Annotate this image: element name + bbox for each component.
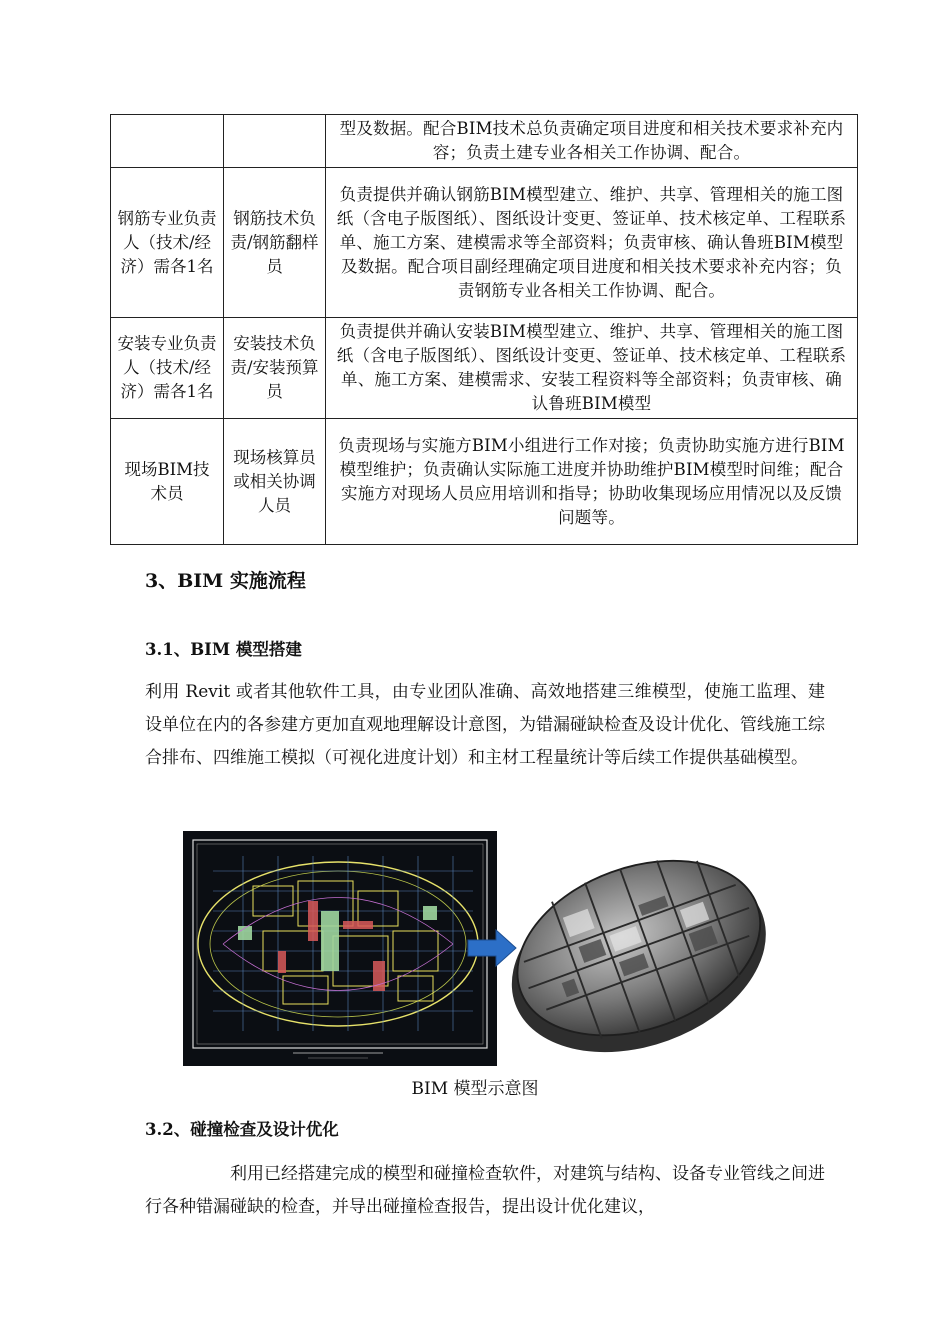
role-cell: 钢筋专业负责人（技术/经济）需各1名 <box>111 168 224 318</box>
position-cell <box>224 115 326 168</box>
position-cell: 安装技术负责/安装预算员 <box>224 318 326 419</box>
table-row <box>111 419 858 545</box>
section-heading: 3、BIM 实施流程 <box>145 570 306 592</box>
cad-drawing-image <box>183 831 497 1066</box>
body-paragraph: 利用已经搭建完成的模型和碰撞检查软件，对建筑与结构、设备专业管线之间进行各种错漏碰缺的检查，并导出碰撞检查报告，提出设计优化建议， <box>145 1164 825 1217</box>
duties-cell: 负责提供并确认钢筋BIM模型建立、维护、共享、管理相关的施工图纸（含电子版图纸）、图纸设计变更、签证单、技术核定单、工程联系单、施工方案、建模需求等全部资料；负责审核、确认鲁班BIM模型及数据。配合项目副经理确定项目进度和相关技术要求补充内容；负责钢筋专业各相关工作协调、配合。 <box>326 168 858 318</box>
duties-cell: 负责提供并确认安装BIM模型建立、维护、共享、管理相关的施工图纸（含电子版图纸）、图纸设计变更、签证单、技术核定单、工程联系单、施工方案、建模需求、安装工程资料等全部资料；负责审核、确认鲁班BIM模型 <box>326 318 858 419</box>
role-cell: 现场BIM技术员 <box>111 419 224 545</box>
3d-model-image <box>498 830 774 1068</box>
table-row <box>111 115 858 168</box>
bim-model-figure <box>180 830 774 1068</box>
body-paragraph: 利用 Revit 或者其他软件工具，由专业团队准确、高效地搭建三维模型，使施工监理、建设单位在内的各参建方更加直观地理解设计意图，为错漏碰缺检查及设计优化、管线施工综合排布、四维施工模拟（可视化进度计划）和主材工程量统计等后续工作提供基础模型。 <box>145 682 825 768</box>
table-row <box>111 168 858 318</box>
table-row <box>111 318 858 419</box>
role-cell <box>111 115 224 168</box>
subsection-heading: 3.2、碰撞检查及设计优化 <box>145 1120 339 1139</box>
subsection-heading: 3.1、BIM 模型搭建 <box>145 640 302 659</box>
figure-caption: BIM 模型示意图 <box>411 1079 539 1099</box>
position-cell: 现场核算员或相关协调人员 <box>224 419 326 545</box>
role-cell: 安装专业负责人（技术/经济）需各1名 <box>111 318 224 419</box>
responsibility-table <box>110 114 858 545</box>
position-cell: 钢筋技术负责/钢筋翻样员 <box>224 168 326 318</box>
duties-cell: 负责现场与实施方BIM小组进行工作对接；负责协助实施方进行BIM模型维护；负责确认实际施工进度并协助维护BIM模型时间维；配合实施方对现场人员应用培训和指导；协助收集现场应用情况以及反馈问题等。 <box>326 419 858 545</box>
duties-cell: 型及数据。配合BIM技术总负责确定项目进度和相关技术要求补充内容；负责土建专业各相关工作协调、配合。 <box>326 115 858 168</box>
